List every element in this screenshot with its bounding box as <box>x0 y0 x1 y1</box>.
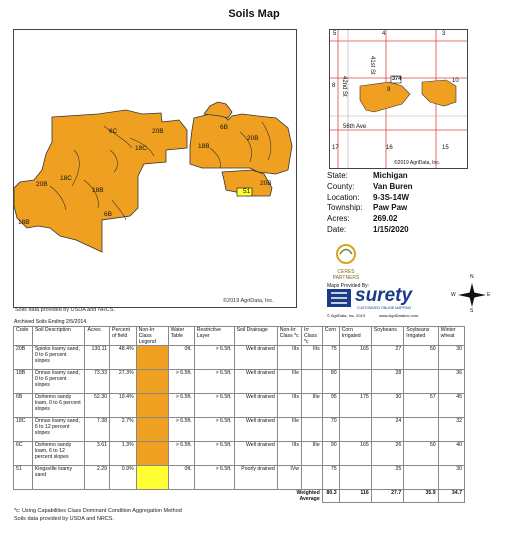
maps-provided-label: Maps Provided By: <box>327 283 369 289</box>
soils-map-canvas <box>14 30 296 307</box>
info-key: Township: <box>327 203 363 213</box>
table-cell: 30 <box>371 394 404 418</box>
weighted-label: Weighted Average <box>296 490 320 502</box>
table-cell: 90 <box>322 442 339 466</box>
map-label-18b-a: 18B <box>198 143 210 150</box>
info-value: 9-3S-14W <box>373 192 410 202</box>
info-row <box>327 214 413 225</box>
table-cell: Ormas loamy sand, 6 to 12 percent slopes <box>32 418 85 442</box>
locator-label-3: 3 <box>442 31 446 37</box>
table-cell: 1.3% <box>110 442 137 466</box>
table-cell: > 6.5ft. <box>168 370 194 394</box>
map-label-18b-b: 18B <box>92 187 104 194</box>
table-cell: 48.4% <box>110 346 137 370</box>
table-caption: Archived Soils Ending 2/5/2014 <box>14 319 87 325</box>
surety-mark-icon <box>327 289 351 307</box>
compass-n: N <box>470 274 474 280</box>
locator-label-5: 5 <box>333 31 337 37</box>
table-cell: IIIe <box>302 394 323 418</box>
info-value: 1/15/2020 <box>373 224 409 234</box>
table-cell: IIIe <box>302 442 323 466</box>
table-cell <box>339 370 371 394</box>
table-cell <box>404 418 438 442</box>
locator-label-10: 10 <box>452 78 459 84</box>
table-cell: > 6.5ft. <box>168 442 194 466</box>
table-cell: 30 <box>438 466 464 490</box>
locator-label-16: 16 <box>386 145 393 151</box>
map-label-20b-c: 20B <box>36 181 48 188</box>
table-cell: 19.4% <box>110 394 137 418</box>
col-nonirr-class: Non-Irr Class *c <box>277 327 301 346</box>
table-cell: Well drained <box>234 442 277 466</box>
soils-table <box>13 326 465 503</box>
table-cell: 50 <box>404 346 438 370</box>
table-cell: > 6.5ft. <box>168 418 194 442</box>
surety-tagline: CUSTOMIZED ONLINE MAPPING <box>357 306 412 310</box>
legend-swatch <box>136 466 168 490</box>
table-cell: 175 <box>339 394 371 418</box>
table-cell: 95 <box>322 394 339 418</box>
legend-swatch <box>136 370 168 394</box>
info-row <box>327 182 413 193</box>
table-cell: Well drained <box>234 346 277 370</box>
table-cell: 27 <box>371 346 404 370</box>
table-cell: 25 <box>371 466 404 490</box>
table-cell <box>302 418 323 442</box>
locator-label-17: 17 <box>332 145 339 151</box>
col-drainage: Soil Drainage <box>234 327 277 346</box>
table-cell: 70 <box>322 418 339 442</box>
table-cell: 130.11 <box>85 346 110 370</box>
table-cell: Oshtemo sandy loam, 6 to 12 percent slopes <box>32 442 85 466</box>
soils-map[interactable] <box>13 29 297 308</box>
table-row <box>14 370 465 394</box>
weighted-soy-irr: 35.9 <box>404 490 438 503</box>
col-description: Soil Description <box>32 327 85 346</box>
map-label-20b-b: 20B <box>247 135 259 142</box>
table-row <box>14 466 465 490</box>
compass-w: W <box>451 292 456 298</box>
info-value: Paw Paw <box>373 203 408 213</box>
table-cell: 3.61 <box>85 442 110 466</box>
locator-label-374: 374 <box>392 76 402 82</box>
page-title: Soils Map <box>228 8 280 20</box>
legend-swatch <box>136 394 168 418</box>
locator-label-9: 9 <box>387 87 391 93</box>
col-restrictive: Restrictive Layer <box>194 327 234 346</box>
info-row <box>327 225 413 236</box>
map-label-18b-c: 18B <box>18 219 30 226</box>
table-cell: > 6.5ft. <box>194 442 234 466</box>
table-cell: 18C <box>14 418 33 442</box>
table-cell: 50 <box>404 442 438 466</box>
table-cell: 45 <box>438 394 464 418</box>
locator-label-41st: 41st St <box>369 56 375 75</box>
table-cell: 75 <box>322 346 339 370</box>
table-cell: 6B <box>14 394 33 418</box>
table-cell: Oshtemo sandy loam, 0 to 6 percent slopes <box>32 394 85 418</box>
table-cell: 0.9% <box>110 466 137 490</box>
table-cell: 40 <box>438 442 464 466</box>
map-label-18c-a: 18C <box>135 145 147 152</box>
locator-label-8: 8 <box>332 83 336 89</box>
table-cell: 24 <box>371 418 404 442</box>
table-cell: IIIe <box>277 370 301 394</box>
locator-label-56th: 56th Ave <box>343 124 367 130</box>
table-row <box>14 442 465 466</box>
table-cell: 0ft. <box>168 346 194 370</box>
table-cell: 0ft. <box>168 466 194 490</box>
locator-label-42nd: 42nd St <box>341 76 347 97</box>
col-acres: Acres <box>85 327 110 346</box>
map-label-20b-d: 20B <box>260 180 272 187</box>
table-cell: IIIe <box>277 418 301 442</box>
table-cell: 36 <box>438 370 464 394</box>
map-label-51: 51 <box>243 188 251 195</box>
table-cell: IIIs <box>277 346 301 370</box>
legend-swatch <box>136 442 168 466</box>
table-cell: 80 <box>322 370 339 394</box>
table-cell <box>339 418 371 442</box>
weighted-wheat: 34.7 <box>438 490 464 503</box>
table-cell: Kingsville loamy sand <box>32 466 85 490</box>
legend-swatch <box>136 346 168 370</box>
locator-map[interactable] <box>329 29 468 169</box>
info-value: 269.02 <box>373 214 398 224</box>
table-cell: Spinks loamy sand, 0 to 6 percent slopes <box>32 346 85 370</box>
table-cell: Well drained <box>234 370 277 394</box>
compass-s: S <box>470 308 474 314</box>
table-cell: > 6.5ft. <box>194 370 234 394</box>
table-cell: 18B <box>14 370 33 394</box>
col-irr-class: Irr Class *c <box>302 327 323 346</box>
table-row <box>14 346 465 370</box>
info-value: Van Buren <box>373 181 413 191</box>
table-cell: 57 <box>404 394 438 418</box>
table-cell: IVw <box>277 466 301 490</box>
field-info <box>327 171 413 236</box>
map-label-20b-a: 20B <box>152 128 164 135</box>
surety-wordmark: surety <box>355 285 413 306</box>
compass-icon <box>454 281 490 309</box>
col-legend: Non-Irr Class Legend <box>136 327 168 346</box>
table-cell: 51 <box>14 466 33 490</box>
legend-swatch <box>136 418 168 442</box>
table-cell: > 6.5ft. <box>194 394 234 418</box>
map-credit-left: Soils data provided by USDA and NRCS. <box>15 307 115 313</box>
surety-credit: © AgriData, Inc. 2019 <box>327 313 366 318</box>
footnote-source: Soils data provided by USDA and NRCS. <box>14 516 114 522</box>
table-cell: 7.38 <box>85 418 110 442</box>
table-cell <box>404 370 438 394</box>
table-cell: 27.3% <box>110 370 137 394</box>
table-cell: 2.7% <box>110 418 137 442</box>
table-cell: > 6.5ft. <box>194 418 234 442</box>
info-key: Date: <box>327 224 347 234</box>
weighted-soy: 27.7 <box>371 490 404 503</box>
map-credit-right: ©2019 AgriData, Inc. <box>223 298 274 304</box>
weighted-class: 80.3 <box>322 490 339 503</box>
table-cell: 32 <box>438 418 464 442</box>
table-cell: Well drained <box>234 394 277 418</box>
compass-e: E <box>487 292 491 298</box>
table-cell: IIIs <box>277 442 301 466</box>
table-cell: 20B <box>14 346 33 370</box>
table-cell: 52.30 <box>85 394 110 418</box>
locator-credit: ©2019 AgriData, Inc. <box>394 160 441 166</box>
table-cell <box>302 466 323 490</box>
table-cell <box>339 466 371 490</box>
col-percent: Percent of field <box>110 327 137 346</box>
col-corn: Corn <box>322 327 339 346</box>
table-cell <box>302 370 323 394</box>
table-row <box>14 418 465 442</box>
table-cell <box>404 466 438 490</box>
footnote-method: *c: Using Capabilities Class Dominant Condition Aggregation Method <box>14 508 182 514</box>
info-key: Location: <box>327 192 360 202</box>
table-cell: Ormas loamy sand, 0 to 6 percent slopes <box>32 370 85 394</box>
map-label-6c: 6C <box>109 128 118 135</box>
info-row <box>327 193 413 204</box>
table-cell: 165 <box>339 346 371 370</box>
map-label-18c-b: 18C <box>60 175 72 182</box>
col-code: Code <box>14 327 33 346</box>
table-cell: Poorly drained <box>234 466 277 490</box>
weighted-corn-irr: 116 <box>339 490 371 503</box>
table-cell: 6C <box>14 442 33 466</box>
table-cell: > 6.5ft. <box>168 394 194 418</box>
table-cell: 75 <box>322 466 339 490</box>
info-row <box>327 203 413 214</box>
table-cell: IIIs <box>277 394 301 418</box>
info-key: Acres: <box>327 214 350 224</box>
weighted-average-row <box>14 490 465 503</box>
col-wheat: Winter wheat <box>438 327 464 346</box>
col-soybeans: Soybeans <box>371 327 404 346</box>
table-cell: 30 <box>438 346 464 370</box>
table-row <box>14 394 465 418</box>
info-row <box>327 171 413 182</box>
locator-label-4: 4 <box>382 31 386 37</box>
locator-label-15: 15 <box>442 145 449 151</box>
col-corn-irr: Corn Irrigated <box>339 327 371 346</box>
info-value: Michigan <box>373 171 408 180</box>
surety-url: www.AgriDataInc.com <box>379 313 419 318</box>
info-key: State: <box>327 171 348 180</box>
table-cell: 2.29 <box>85 466 110 490</box>
ceres-logo <box>326 242 366 281</box>
table-cell: > 6.5ft. <box>194 346 234 370</box>
info-key: County: <box>327 181 355 191</box>
col-water-table: Water Table <box>168 327 194 346</box>
table-cell: 28 <box>371 370 404 394</box>
col-soy-irr: Soybeans Irrigated <box>404 327 438 346</box>
table-cell: IIIs <box>302 346 323 370</box>
table-cell: 165 <box>339 442 371 466</box>
map-label-6b-b: 6B <box>104 211 112 218</box>
ceres-logo-text: CERES PARTNERS <box>332 269 360 281</box>
table-cell: > 6.5ft. <box>194 466 234 490</box>
compass-rose <box>451 274 491 314</box>
map-label-6b: 6B <box>220 124 228 131</box>
table-cell: 73.33 <box>85 370 110 394</box>
table-header-row <box>14 327 465 346</box>
ceres-logo-icon <box>326 242 366 264</box>
table-cell: Well drained <box>234 418 277 442</box>
table-cell: 26 <box>371 442 404 466</box>
